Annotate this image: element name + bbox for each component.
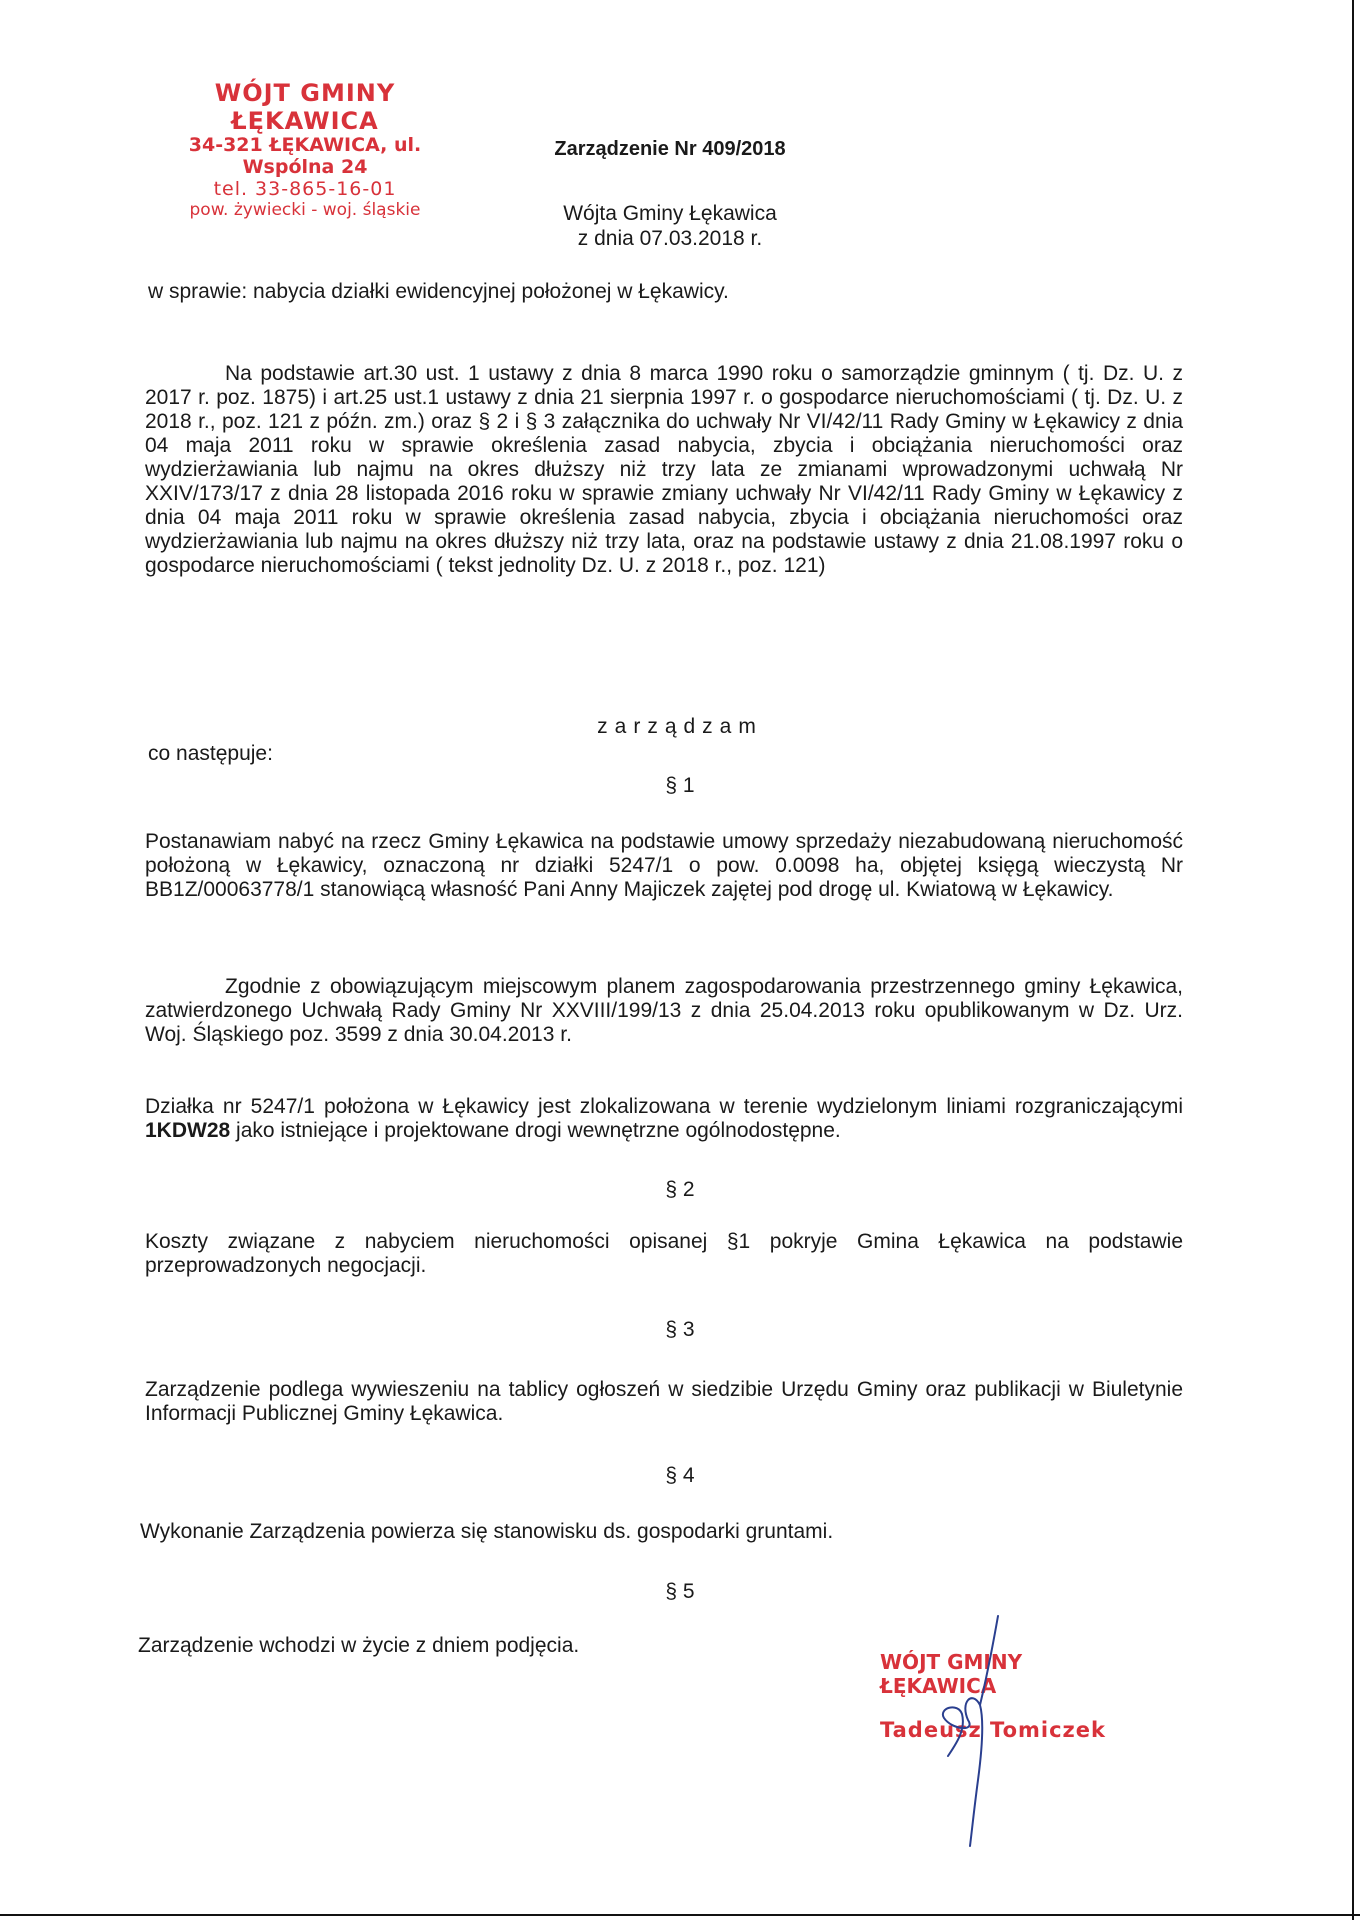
section-5-heading: § 5 (665, 1580, 695, 1603)
legal-basis-paragraph: Na podstawie art.30 ust. 1 ustawy z dnia 8 marca 1990 roku o samorządzie gminnym ( tj. Dz. U. z 2017 r. poz. 1875) i art.25 ust.1 ustawy z dnia 21 sierpnia 1997 r. o gospodarce nieruchomościami ( tj. Dz. U. z 2018 r., poz. 121 z późn. zm.) oraz § 2 i § 3 załącznika do uchwały Nr VI/42/11 Rady Gminy w Łękawicy z dnia 04 maja 2011 roku w sprawie określenia zasad nabycia, zbycia i obciążania nieruchomości oraz wydzierżawiania lub najmu na okres dłuższy niż trzy lata ze zmianami wprowadzonymi uchwałą Nr XXIV/173/17 z dnia 28 listopada 2016 roku w sprawie zmiany uchwały Nr VI/42/11 Rady Gminy w Łękawicy z dnia 04 maja 2011 roku w sprawie określenia zasad nabycia, zbycia i obciążania nieruchomości oraz wydzierżawiania lub najmu na okres dłuższy niż trzy lata, oraz na podstawie ustawy z dnia 21.08.1997 roku o gospodarce nieruchomościami ( tekst jednolity Dz. U. z 2018 r., poz. 121) (145, 362, 1183, 577)
plot-text-end: jako istniejące i projektowane drogi wewnętrzne ogólnodostępne. (230, 1119, 841, 1142)
follows-label: co następuje: (148, 742, 273, 765)
stamp-line-2: 34-321 ŁĘKAWICA, ul. Wspólna 24 (188, 134, 422, 179)
document-title: Zarządzenie Nr 409/2018 (554, 138, 786, 160)
section-2-paragraph: Koszty związane z nabyciem nieruchomości opisanej §1 pokryje Gmina Łękawica na podstawie przeprowadzonych negocjacji. (145, 1230, 1183, 1277)
section-4-paragraph: Wykonanie Zarządzenia powierza się stanowisku ds. gospodarki gruntami. (140, 1520, 834, 1543)
document-date: z dnia 07.03.2018 r. (577, 227, 763, 251)
document-subject: w sprawie: nabycia działki ewidencyjnej położonej w Łękawicy. (148, 280, 729, 303)
office-stamp (155, 80, 455, 220)
stamp-line-3: tel. 33-865-16-01 (213, 177, 397, 200)
section-1-plot-paragraph (145, 1095, 1183, 1143)
section-1-heading: § 1 (665, 774, 695, 797)
section-2-heading: § 2 (665, 1178, 695, 1201)
handwritten-signature (900, 1610, 1020, 1850)
signature-stamp-title: WÓJT GMINY ŁĘKAWICA (880, 1650, 1023, 1698)
decree-word: zarządzam (597, 715, 763, 738)
title-block (450, 138, 890, 251)
plot-text-start: Działka nr 5247/1 położona w Łękawicy jest zlokalizowana w terenie wydzielonym liniami rozgraniczającymi (145, 1095, 1183, 1118)
section-3-paragraph: Zarządzenie podlega wywieszeniu na tablicy ogłoszeń w siedzibie Urzędu Gminy oraz publikacji w Biuletynie Informacji Publicznej Gminy Łękawica. (145, 1378, 1183, 1425)
scan-border-bottom (0, 1914, 1360, 1916)
stamp-line-4: pow. żywiecki - woj. śląskie (189, 199, 421, 220)
scan-border-right (1352, 0, 1354, 1920)
section-1-zoning-paragraph: Zgodnie z obowiązującym miejscowym planem zagospodarowania przestrzennego gminy Łękawica, zatwierdzonego Uchwałą Rady Gminy Nr XXVIII/199/13 z dnia 25.04.2013 roku opublikowanym w Dz. Urz. Woj. Śląskiego poz. 3599 z dnia 30.04.2013 r. (145, 975, 1183, 1046)
section-5-paragraph: Zarządzenie wchodzi w życie z dniem podjęcia. (138, 1634, 580, 1657)
section-4-heading: § 4 (665, 1464, 695, 1487)
section-1-paragraph: Postanawiam nabyć na rzecz Gminy Łękawica na podstawie umowy sprzedaży niezabudowaną nieruchomość położoną w Łękawicy, oznaczoną nr działki 5247/1 o pow. 0.0098 ha, objętej księgą wieczystą Nr BB1Z/00063778/1 stanowiącą własność Pani Anny Majiczek zajętej pod drogę ul. Kwiatową w Łękawicy. (145, 830, 1183, 901)
plot-zone-code: 1KDW28 (145, 1119, 231, 1142)
section-3-heading: § 3 (665, 1318, 695, 1341)
document-issuer: Wójta Gminy Łękawica (563, 202, 777, 225)
stamp-line-1: WÓJT GMINY ŁĘKAWICA (214, 79, 396, 135)
signature-stamp-name: Tadeusz Tomiczek (880, 1718, 1106, 1742)
